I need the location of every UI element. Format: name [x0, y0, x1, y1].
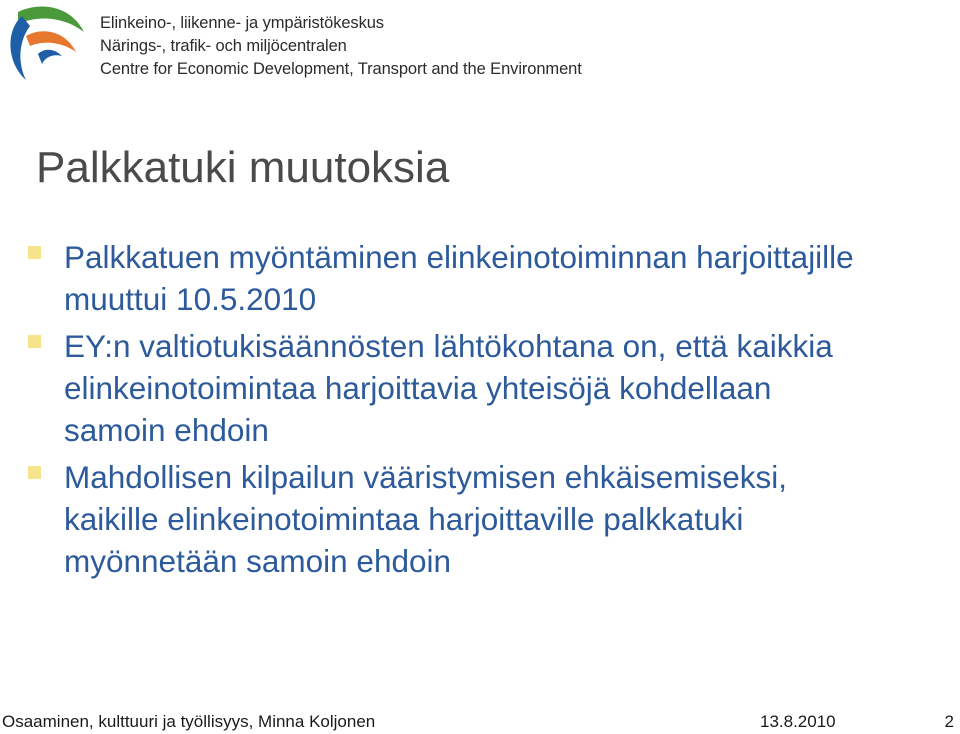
bullet-item — [0, 236, 960, 320]
ely-centre-logo-icon — [4, 2, 86, 82]
organization-names — [100, 12, 582, 81]
bullet-text: Mahdollisen kilpailun vääristymisen ehkäisemiseksi, kaikille elinkeinotoimintaa harjoittaville palkkatuki myönnetään samoin ehdoin — [64, 459, 788, 579]
slide-title: Palkkatuki muutoksia — [36, 143, 450, 192]
org-name-finnish: Elinkeino-, liikenne- ja ympäristökeskus — [100, 14, 384, 32]
logo-orange-arc — [26, 31, 76, 52]
ely-logo — [4, 2, 86, 82]
bullet-list — [0, 236, 960, 587]
square-bullet-icon — [28, 246, 41, 259]
page-number: 2 — [944, 712, 954, 731]
bullet-text: EY:n valtiotukisäännösten lähtökohtana on, että kaikkia elinkeinotoimintaa harjoittavia yhteisöjä kohdellaan samoin ehdoin — [64, 328, 833, 448]
bullet-item — [0, 456, 960, 582]
slide-footer — [0, 712, 960, 734]
footer-date: 13.8.2010 — [760, 712, 836, 731]
square-bullet-icon — [28, 335, 41, 348]
logo-blue-arc — [38, 50, 62, 64]
square-bullet-icon — [28, 466, 41, 479]
logo-blue-crescent — [10, 16, 30, 80]
bullet-item — [0, 325, 960, 451]
bullet-text: Palkkatuen myöntäminen elinkeinotoiminnan harjoittajille muuttui 10.5.2010 — [64, 239, 854, 317]
org-name-swedish: Närings-, trafik- och miljöcentralen — [100, 37, 347, 55]
footer-author: Osaaminen, kulttuuri ja työllisyys, Minna Koljonen — [2, 712, 376, 731]
org-name-english: Centre for Economic Development, Transport and the Environment — [100, 60, 582, 78]
